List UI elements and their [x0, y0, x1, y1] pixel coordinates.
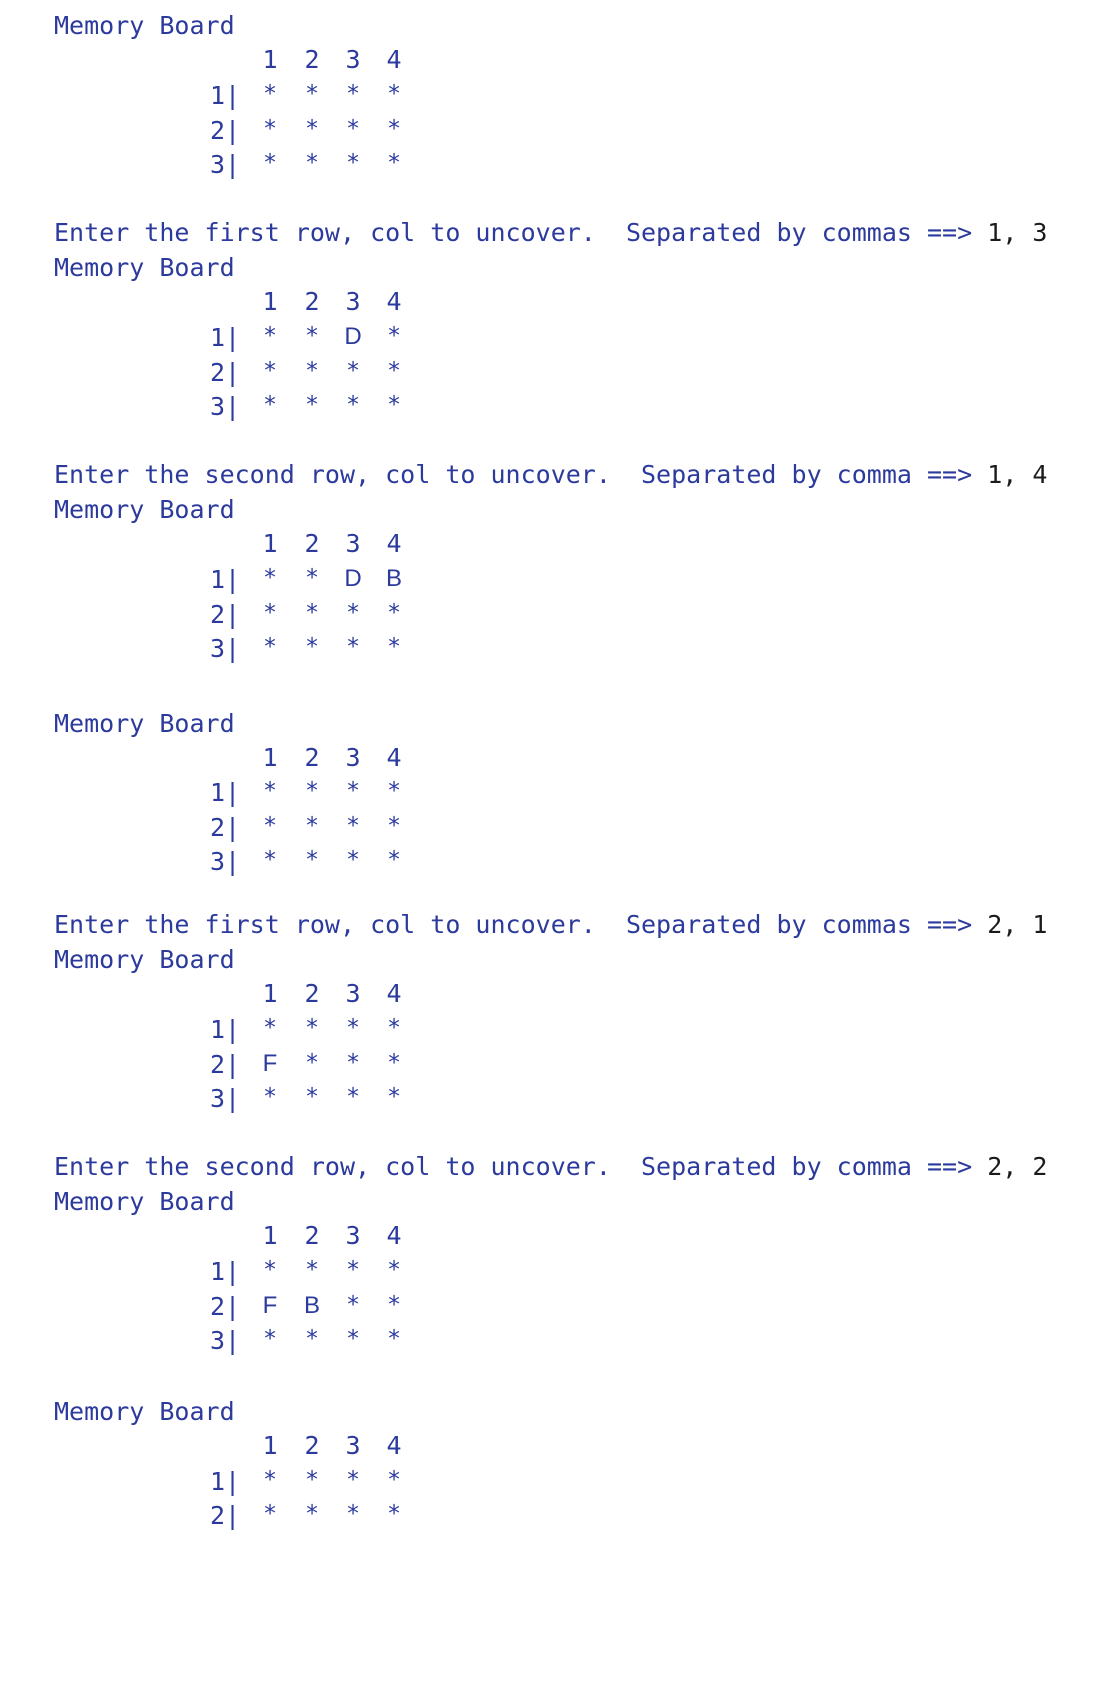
- revealed-card: B: [303, 1292, 320, 1319]
- hidden-card: *: [305, 81, 319, 107]
- hidden-card: *: [387, 323, 401, 349]
- hidden-card: *: [387, 1084, 401, 1110]
- hidden-card: *: [346, 392, 360, 418]
- user-input-value: 1, 3: [987, 218, 1048, 247]
- hidden-card: *: [305, 813, 319, 839]
- row-label: 3|: [210, 392, 241, 421]
- row-label: 3|: [210, 847, 241, 876]
- hidden-card: *: [263, 565, 277, 591]
- hidden-card: *: [387, 1467, 401, 1493]
- hidden-card: *: [263, 358, 277, 384]
- column-header: 3: [345, 1431, 361, 1460]
- hidden-card: *: [387, 81, 401, 107]
- hidden-card: *: [387, 358, 401, 384]
- hidden-card: *: [346, 847, 360, 873]
- hidden-card: *: [387, 634, 401, 660]
- input-prompt: [54, 912, 1047, 937]
- hidden-card: *: [305, 1050, 319, 1076]
- hidden-card: *: [305, 1257, 319, 1283]
- column-header: 1: [262, 743, 278, 772]
- row-label: 1|: [210, 1015, 241, 1044]
- hidden-card: *: [346, 1501, 360, 1527]
- hidden-card: *: [346, 81, 360, 107]
- revealed-card: F: [262, 1292, 278, 1319]
- hidden-card: *: [263, 778, 277, 804]
- column-header: 3: [345, 979, 361, 1008]
- hidden-card: *: [263, 1084, 277, 1110]
- row-label: 2|: [210, 116, 241, 145]
- column-header: 2: [304, 1221, 320, 1250]
- column-header: 3: [345, 529, 361, 558]
- hidden-card: *: [263, 323, 277, 349]
- column-header: 4: [386, 529, 402, 558]
- hidden-card: *: [305, 600, 319, 626]
- hidden-card: *: [305, 116, 319, 142]
- hidden-card: *: [387, 600, 401, 626]
- column-header: 2: [304, 979, 320, 1008]
- hidden-card: *: [346, 1257, 360, 1283]
- hidden-card: *: [263, 81, 277, 107]
- hidden-card: *: [305, 778, 319, 804]
- hidden-card: *: [263, 634, 277, 660]
- column-header: 2: [304, 529, 320, 558]
- prompt-text: Enter the second row, col to uncover. Separated by comma ==>: [54, 1152, 988, 1181]
- column-header: 4: [386, 1221, 402, 1250]
- row-label: 2|: [210, 1292, 241, 1321]
- hidden-card: *: [346, 116, 360, 142]
- column-header: 1: [262, 979, 278, 1008]
- hidden-card: *: [346, 1467, 360, 1493]
- hidden-card: *: [346, 1015, 360, 1041]
- hidden-card: *: [263, 1326, 277, 1352]
- hidden-card: *: [305, 1501, 319, 1527]
- hidden-card: *: [387, 116, 401, 142]
- hidden-card: *: [263, 1015, 277, 1041]
- board-title: Memory Board: [54, 945, 235, 974]
- board-title: Memory Board: [54, 253, 235, 282]
- user-input-value: 2, 2: [987, 1152, 1048, 1181]
- user-input-value: 1, 4: [987, 460, 1048, 489]
- row-label: 1|: [210, 1257, 241, 1286]
- hidden-card: *: [263, 600, 277, 626]
- hidden-card: *: [387, 1257, 401, 1283]
- column-header: 1: [262, 529, 278, 558]
- hidden-card: *: [346, 1326, 360, 1352]
- column-header: 1: [262, 1221, 278, 1250]
- column-header: 4: [386, 1431, 402, 1460]
- column-header: 3: [345, 45, 361, 74]
- hidden-card: *: [305, 150, 319, 176]
- hidden-card: *: [263, 813, 277, 839]
- hidden-card: *: [305, 1326, 319, 1352]
- board-title: Memory Board: [54, 709, 235, 738]
- hidden-card: *: [346, 1050, 360, 1076]
- hidden-card: *: [263, 392, 277, 418]
- hidden-card: *: [346, 634, 360, 660]
- hidden-card: *: [387, 1015, 401, 1041]
- hidden-card: *: [346, 813, 360, 839]
- column-header: 3: [345, 287, 361, 316]
- column-header: 2: [304, 1431, 320, 1460]
- hidden-card: *: [387, 813, 401, 839]
- hidden-card: *: [346, 1292, 360, 1318]
- hidden-card: *: [387, 1292, 401, 1318]
- input-prompt: [54, 462, 1047, 487]
- hidden-card: *: [387, 1501, 401, 1527]
- hidden-card: *: [305, 1084, 319, 1110]
- row-label: 2|: [210, 1050, 241, 1079]
- revealed-card: D: [344, 323, 362, 350]
- column-header: 1: [262, 45, 278, 74]
- revealed-card: D: [344, 565, 362, 592]
- row-label: 3|: [210, 634, 241, 663]
- row-label: 1|: [210, 81, 241, 110]
- hidden-card: *: [305, 1015, 319, 1041]
- hidden-card: *: [346, 600, 360, 626]
- row-label: 2|: [210, 1501, 241, 1530]
- row-label: 2|: [210, 600, 241, 629]
- hidden-card: *: [305, 392, 319, 418]
- hidden-card: *: [387, 778, 401, 804]
- hidden-card: *: [305, 358, 319, 384]
- row-label: 1|: [210, 778, 241, 807]
- hidden-card: *: [305, 323, 319, 349]
- hidden-card: *: [387, 1326, 401, 1352]
- hidden-card: *: [305, 847, 319, 873]
- hidden-card: *: [263, 1257, 277, 1283]
- column-header: 2: [304, 45, 320, 74]
- hidden-card: *: [346, 150, 360, 176]
- hidden-card: *: [346, 778, 360, 804]
- column-header: 4: [386, 45, 402, 74]
- input-prompt: [54, 220, 1047, 245]
- row-label: 3|: [210, 150, 241, 179]
- hidden-card: *: [263, 1501, 277, 1527]
- hidden-card: *: [387, 392, 401, 418]
- column-header: 3: [345, 743, 361, 772]
- revealed-card: B: [385, 565, 402, 592]
- hidden-card: *: [387, 1050, 401, 1076]
- hidden-card: *: [263, 1467, 277, 1493]
- hidden-card: *: [387, 150, 401, 176]
- column-header: 2: [304, 743, 320, 772]
- hidden-card: *: [263, 150, 277, 176]
- row-label: 3|: [210, 1326, 241, 1355]
- revealed-card: F: [262, 1050, 278, 1077]
- board-title: Memory Board: [54, 495, 235, 524]
- user-input-value: 2, 1: [987, 910, 1048, 939]
- hidden-card: *: [387, 847, 401, 873]
- prompt-text: Enter the first row, col to uncover. Separated by commas ==>: [54, 910, 988, 939]
- hidden-card: *: [346, 358, 360, 384]
- row-label: 1|: [210, 1467, 241, 1496]
- row-label: 2|: [210, 813, 241, 842]
- column-header: 1: [262, 1431, 278, 1460]
- row-label: 3|: [210, 1084, 241, 1113]
- row-label: 1|: [210, 565, 241, 594]
- hidden-card: *: [305, 565, 319, 591]
- hidden-card: *: [305, 1467, 319, 1493]
- hidden-card: *: [263, 116, 277, 142]
- board-title: Memory Board: [54, 1187, 235, 1216]
- hidden-card: *: [263, 847, 277, 873]
- prompt-text: Enter the second row, col to uncover. Separated by comma ==>: [54, 460, 988, 489]
- column-header: 2: [304, 287, 320, 316]
- column-header: 3: [345, 1221, 361, 1250]
- board-title: Memory Board: [54, 11, 235, 40]
- prompt-text: Enter the first row, col to uncover. Separated by commas ==>: [54, 218, 988, 247]
- row-label: 1|: [210, 323, 241, 352]
- column-header: 4: [386, 979, 402, 1008]
- row-label: 2|: [210, 358, 241, 387]
- column-header: 1: [262, 287, 278, 316]
- hidden-card: *: [305, 634, 319, 660]
- hidden-card: *: [346, 1084, 360, 1110]
- input-prompt: [54, 1154, 1047, 1179]
- column-header: 4: [386, 743, 402, 772]
- column-header: 4: [386, 287, 402, 316]
- board-title: Memory Board: [54, 1397, 235, 1426]
